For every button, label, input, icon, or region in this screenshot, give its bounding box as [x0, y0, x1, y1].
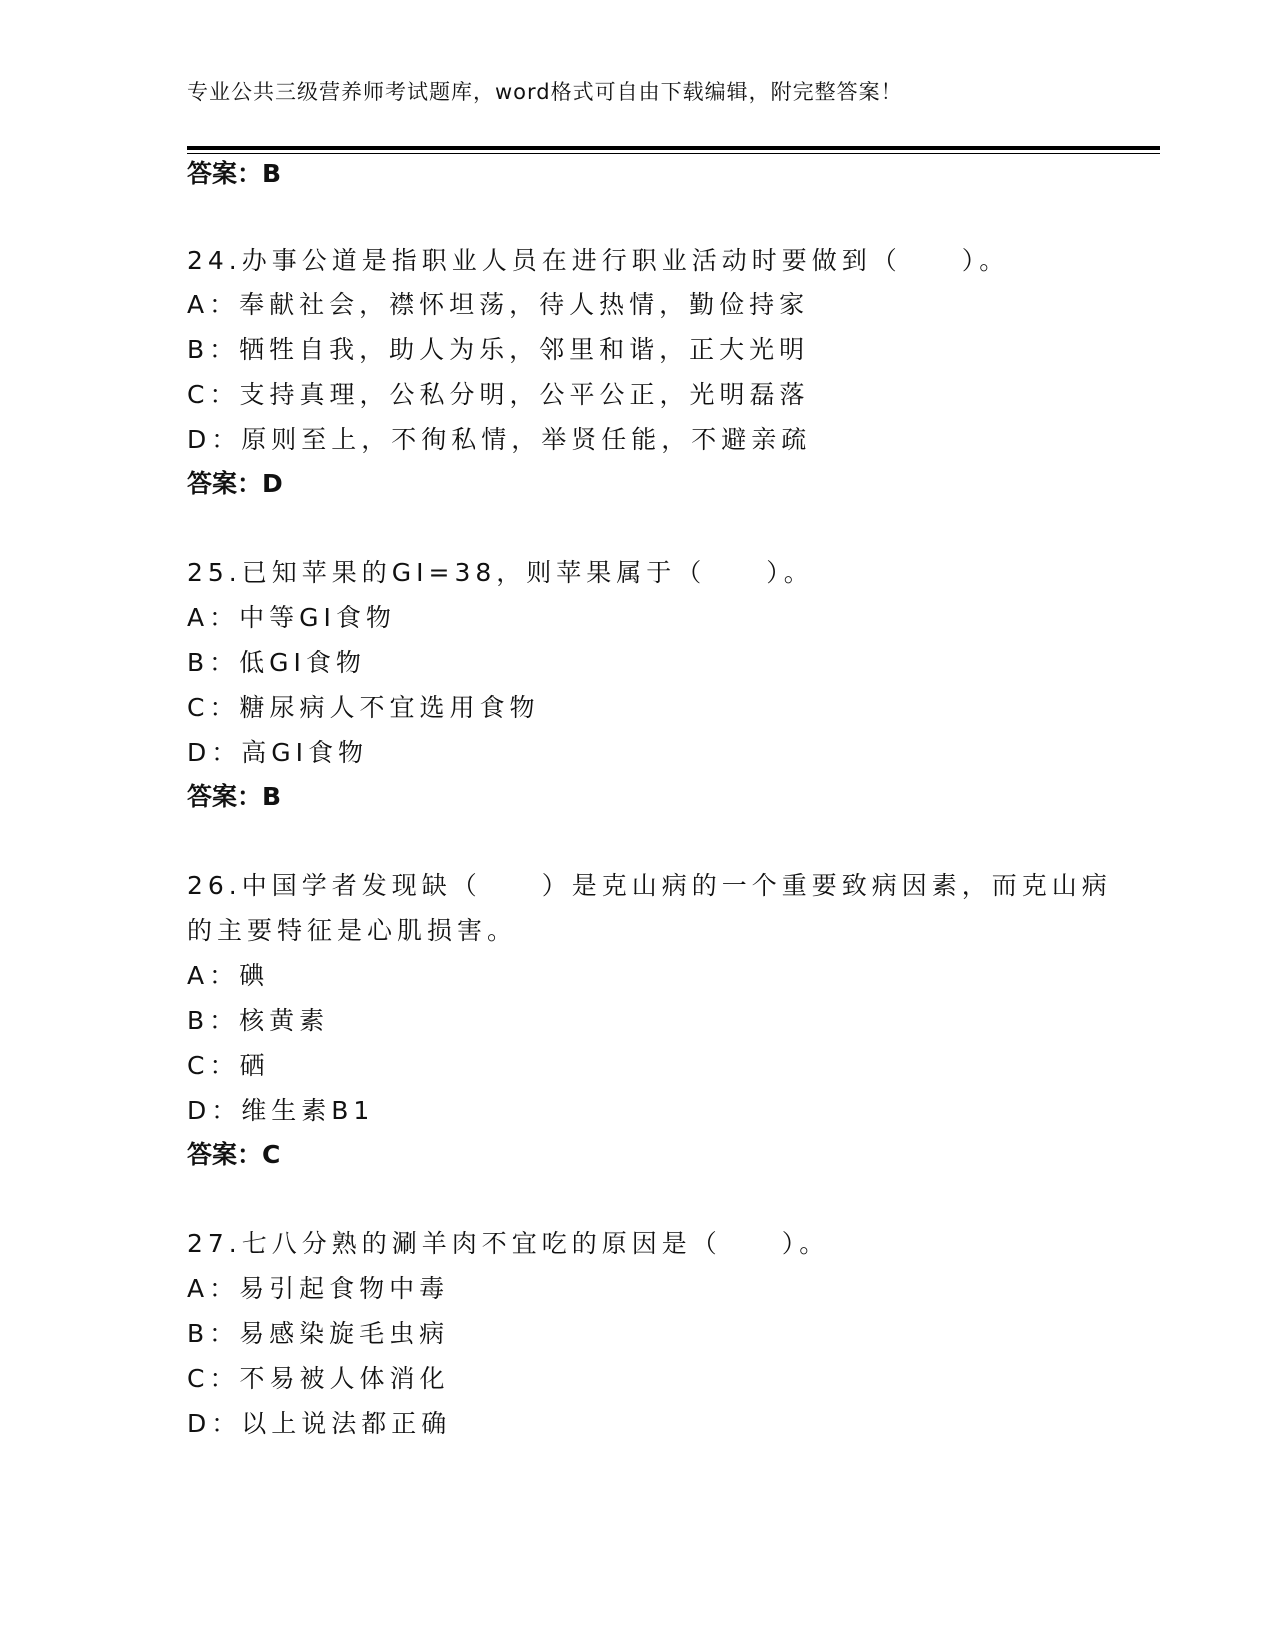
question-24-option-a: A：奉献社会，襟怀坦荡，待人热情，勤俭持家	[187, 290, 810, 319]
question-24-option-b: B：牺牲自我，助人为乐，邻里和谐，正大光明	[187, 335, 810, 364]
question-24-answer: 答案：D	[187, 469, 283, 498]
page-header: 专业公共三级营养师考试题库，word格式可自由下载编辑，附完整答案！	[187, 80, 903, 104]
previous-answer: 答案：B	[187, 159, 282, 188]
question-26-option-a: A：碘	[187, 961, 270, 990]
header-rule-thick	[187, 146, 1160, 150]
question-25-stem: 25.已知苹果的GI=38，则苹果属于（ ）。	[187, 558, 814, 587]
question-26-answer: 答案：C	[187, 1140, 281, 1169]
question-27-option-c: C：不易被人体消化	[187, 1364, 450, 1393]
question-26-stem-line1: 26.中国学者发现缺（ ）是克山病的一个重要致病因素，而克山病	[187, 871, 1112, 900]
question-24-option-d: D：原则至上，不徇私情，举贤任能，不避亲疏	[187, 425, 812, 454]
question-24-option-c: C：支持真理，公私分明，公平公正，光明磊落	[187, 380, 810, 409]
question-27-option-a: A：易引起食物中毒	[187, 1274, 450, 1303]
question-26-stem-line2: 的主要特征是心肌损害。	[187, 916, 518, 945]
question-25-option-b: B：低GI食物	[187, 648, 366, 677]
question-27-option-d: D：以上说法都正确	[187, 1409, 452, 1438]
question-27-option-b: B：易感染旋毛虫病	[187, 1319, 450, 1348]
question-26-option-c: C：硒	[187, 1051, 270, 1080]
question-26-option-d: D：维生素B1	[187, 1096, 375, 1125]
question-25-option-c: C：糖尿病人不宜选用食物	[187, 693, 540, 722]
question-27-stem: 27.七八分熟的涮羊肉不宜吃的原因是（ ）。	[187, 1229, 830, 1258]
question-26-option-b: B：核黄素	[187, 1006, 330, 1035]
question-25-option-a: A：中等GI食物	[187, 603, 396, 632]
question-25-option-d: D：高GI食物	[187, 738, 368, 767]
question-25-answer: 答案：B	[187, 782, 282, 811]
header-rule-thin	[187, 153, 1160, 154]
question-24-stem: 24.办事公道是指职业人员在进行职业活动时要做到（ ）。	[187, 246, 1010, 275]
